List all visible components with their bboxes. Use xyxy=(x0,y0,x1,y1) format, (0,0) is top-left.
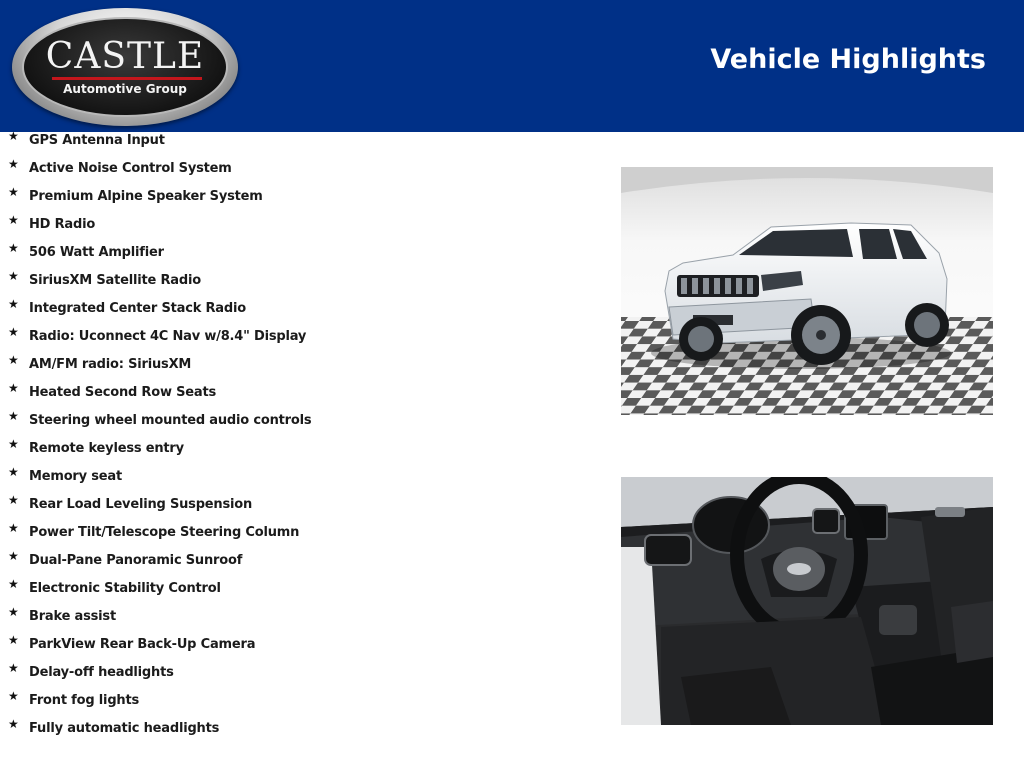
header xyxy=(0,0,1024,132)
list-item xyxy=(0,520,600,548)
list-item xyxy=(0,688,600,716)
logo-badge xyxy=(22,17,228,117)
vehicle-interior-photo xyxy=(621,477,993,725)
star-icon: ★ xyxy=(8,297,19,311)
list-item xyxy=(0,128,600,156)
star-icon: ★ xyxy=(8,577,19,591)
list-item xyxy=(0,492,600,520)
feature-label: Front fog lights xyxy=(29,693,140,708)
star-icon: ★ xyxy=(8,129,19,143)
star-icon: ★ xyxy=(8,605,19,619)
vehicle-exterior-photo xyxy=(621,167,993,415)
list-item xyxy=(0,268,600,296)
feature-label: SiriusXM Satellite Radio xyxy=(29,273,201,288)
star-icon: ★ xyxy=(8,717,19,731)
list-item xyxy=(0,324,600,352)
star-icon: ★ xyxy=(8,437,19,451)
star-icon: ★ xyxy=(8,185,19,199)
star-icon: ★ xyxy=(8,269,19,283)
star-icon: ★ xyxy=(8,409,19,423)
feature-label: AM/FM radio: SiriusXM xyxy=(29,357,192,372)
star-icon: ★ xyxy=(8,493,19,507)
feature-label: Remote keyless entry xyxy=(29,441,184,456)
castle-logo xyxy=(12,8,238,126)
feature-label: Brake assist xyxy=(29,609,116,624)
star-icon: ★ xyxy=(8,661,19,675)
list-item xyxy=(0,380,600,408)
feature-label: Memory seat xyxy=(29,469,122,484)
feature-label: Integrated Center Stack Radio xyxy=(29,301,246,316)
logo-tagline: Automotive Group xyxy=(63,82,187,96)
list-item xyxy=(0,632,600,660)
logo-name: CASTLE xyxy=(45,36,205,77)
star-icon: ★ xyxy=(8,353,19,367)
list-item xyxy=(0,408,600,436)
star-icon: ★ xyxy=(8,465,19,479)
list-item xyxy=(0,604,600,632)
list-item xyxy=(0,296,600,324)
list-item xyxy=(0,184,600,212)
feature-label: HD Radio xyxy=(29,217,96,232)
star-icon: ★ xyxy=(8,521,19,535)
star-icon: ★ xyxy=(8,213,19,227)
star-icon: ★ xyxy=(8,157,19,171)
feature-label: Premium Alpine Speaker System xyxy=(29,189,263,204)
star-icon: ★ xyxy=(8,325,19,339)
feature-label: Rear Load Leveling Suspension xyxy=(29,497,253,512)
page-title: Vehicle Highlights xyxy=(710,44,986,75)
feature-label: Active Noise Control System xyxy=(29,161,232,176)
list-item xyxy=(0,576,600,604)
feature-label: Power Tilt/Telescope Steering Column xyxy=(29,525,300,540)
feature-label: ParkView Rear Back-Up Camera xyxy=(29,637,256,652)
logo-divider xyxy=(52,77,202,80)
star-icon: ★ xyxy=(8,689,19,703)
list-item xyxy=(0,464,600,492)
list-item xyxy=(0,240,600,268)
feature-label: Electronic Stability Control xyxy=(29,581,221,596)
list-item xyxy=(0,156,600,184)
feature-label: Heated Second Row Seats xyxy=(29,385,217,400)
feature-label: Steering wheel mounted audio controls xyxy=(29,413,312,428)
star-icon: ★ xyxy=(8,549,19,563)
list-item xyxy=(0,660,600,688)
feature-list xyxy=(0,128,600,744)
list-item xyxy=(0,716,600,744)
list-item xyxy=(0,548,600,576)
feature-label: GPS Antenna Input xyxy=(29,133,165,148)
feature-label: Radio: Uconnect 4C Nav w/8.4" Display xyxy=(29,329,307,344)
list-item xyxy=(0,352,600,380)
feature-label: Delay-off headlights xyxy=(29,665,174,680)
feature-label: 506 Watt Amplifier xyxy=(29,245,164,260)
feature-label: Fully automatic headlights xyxy=(29,721,220,736)
list-item xyxy=(0,436,600,464)
star-icon: ★ xyxy=(8,633,19,647)
star-icon: ★ xyxy=(8,241,19,255)
star-icon: ★ xyxy=(8,381,19,395)
list-item xyxy=(0,212,600,240)
feature-label: Dual-Pane Panoramic Sunroof xyxy=(29,553,243,568)
